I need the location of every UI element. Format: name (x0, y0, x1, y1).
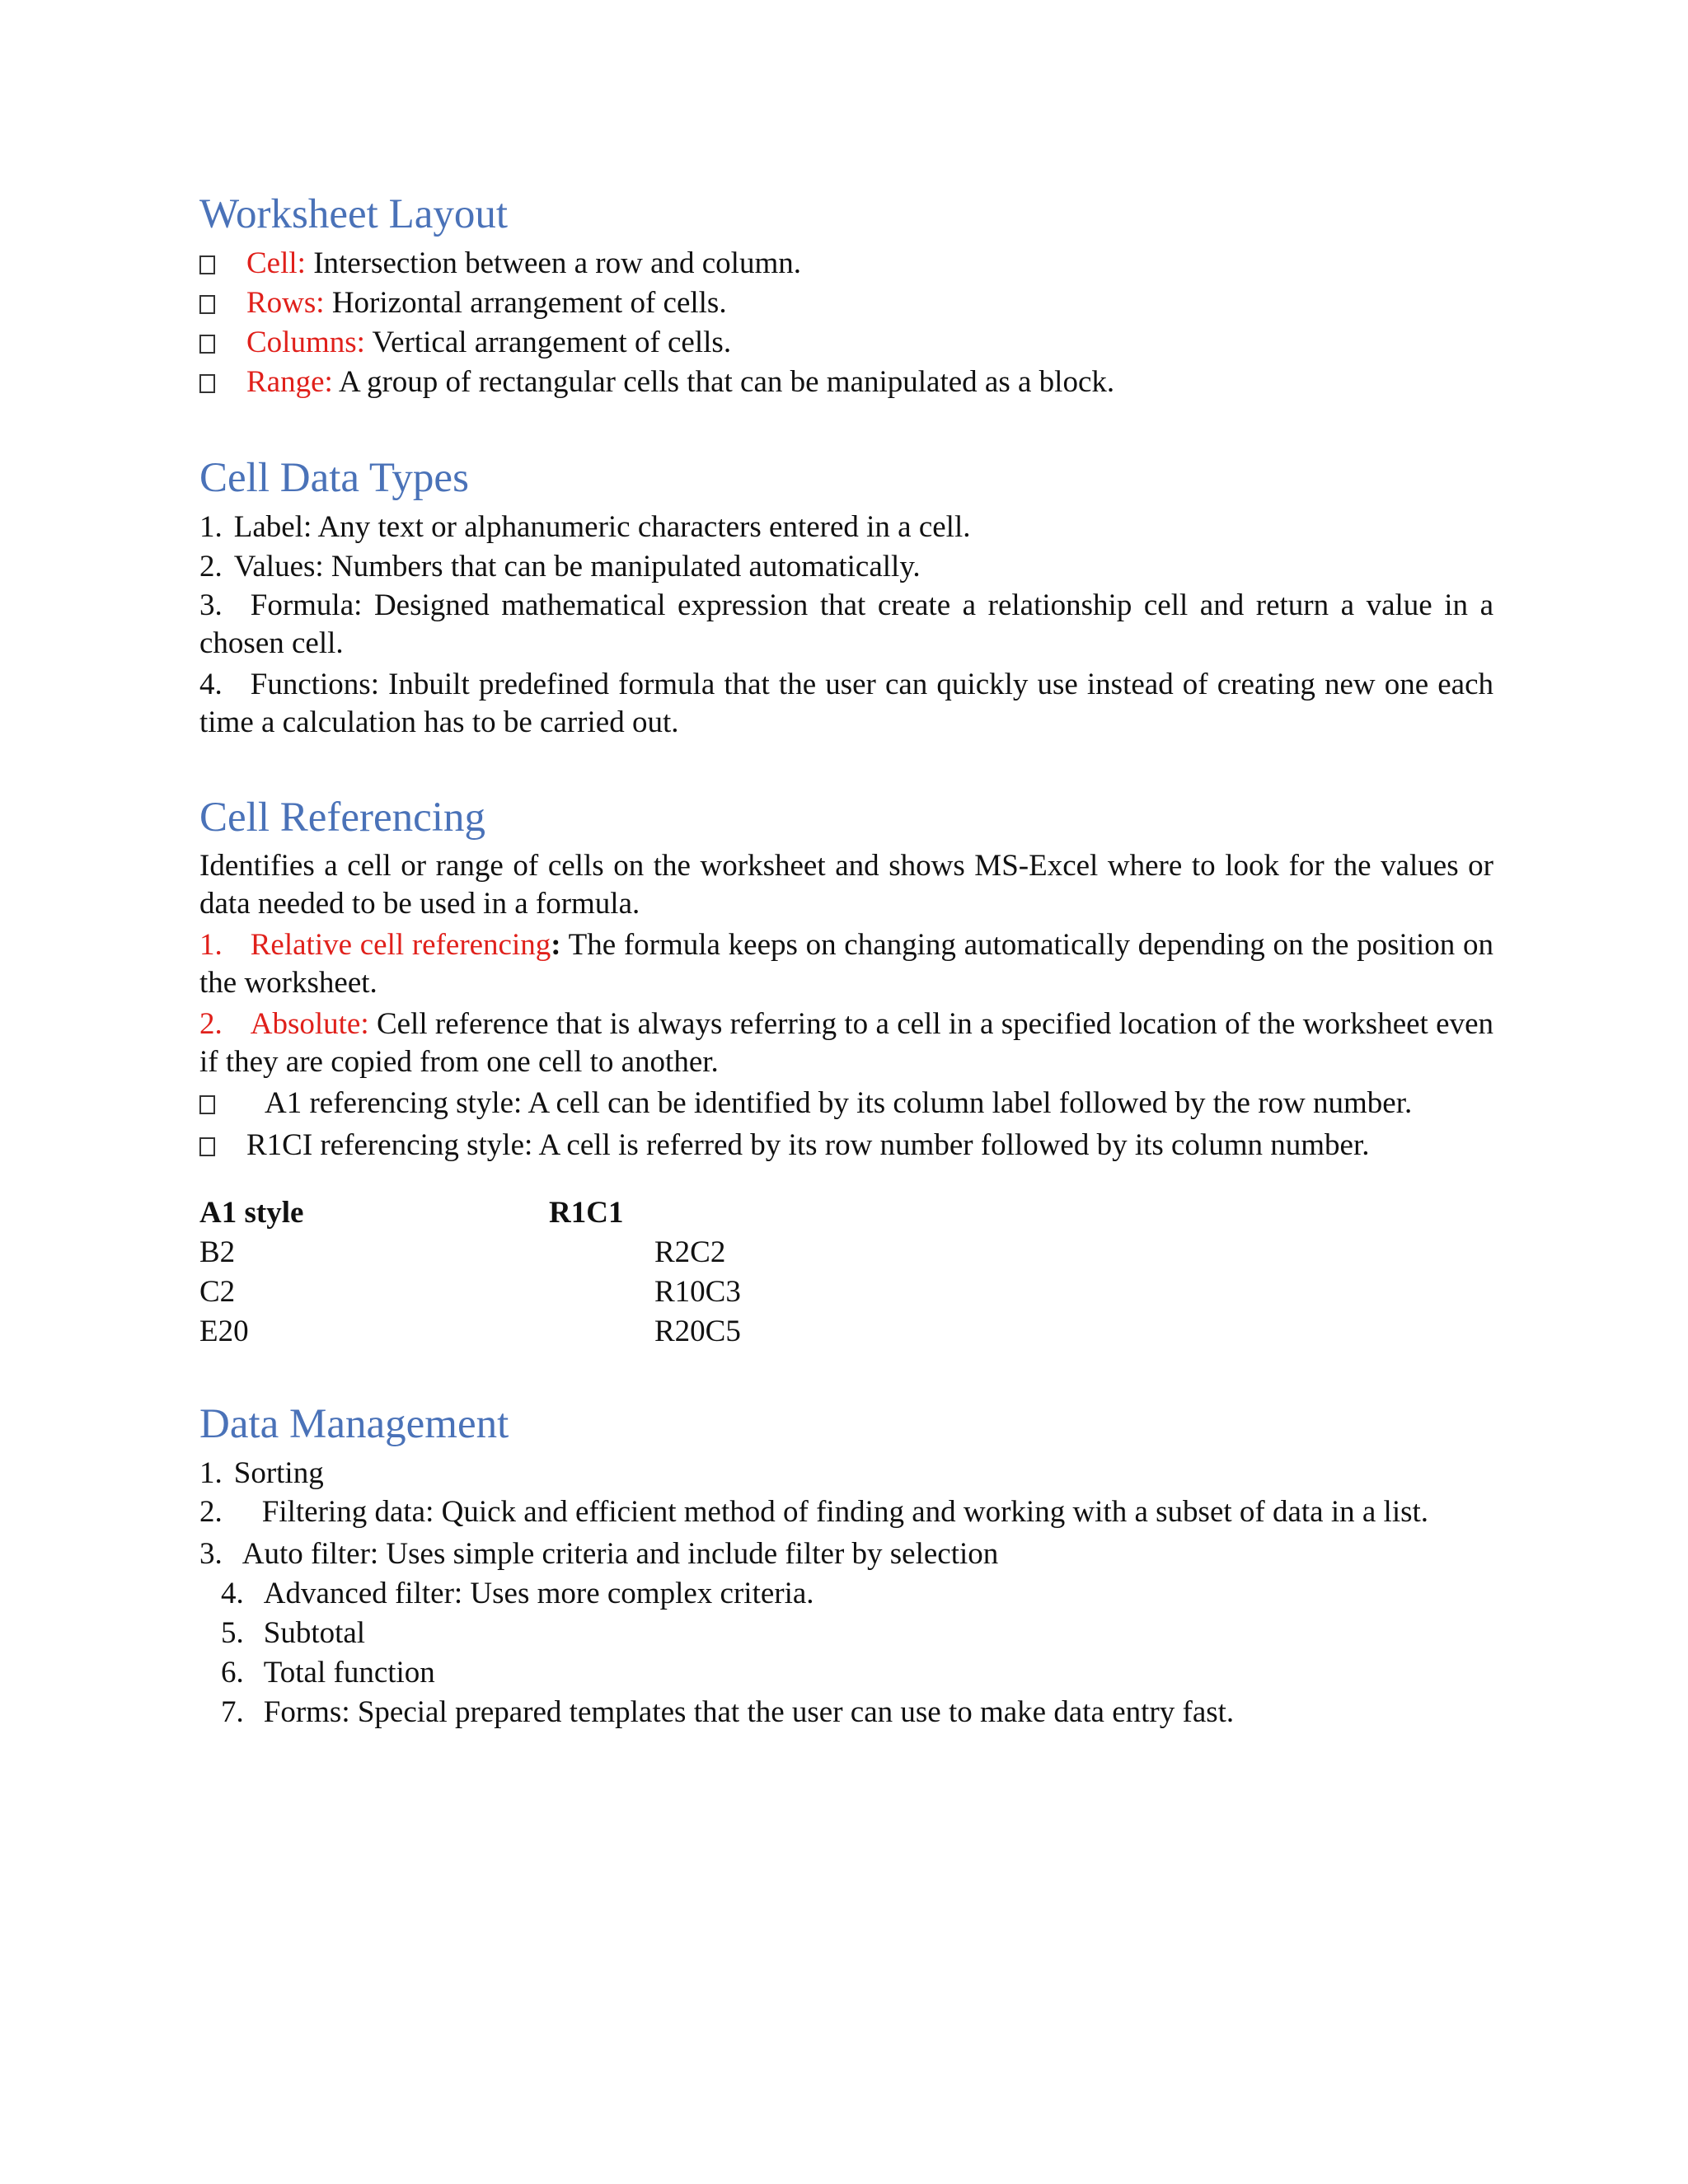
reference-style-table (199, 1193, 1493, 1352)
list-item-advanced-filter (199, 1574, 1493, 1614)
checkbox-glyph-icon (199, 255, 215, 274)
list-number: 3. (199, 1537, 223, 1571)
checkbox-glyph-icon (199, 335, 215, 354)
table-header-r1c1: R1C1 (549, 1196, 624, 1230)
list-number: 4. (221, 1577, 244, 1610)
term-relative: Relative cell referencing (250, 928, 551, 962)
definition-absolute: Cell reference that is always referring to a cell in a specified location of the worksheet even if they are copied from one cell to another. (199, 1007, 1493, 1079)
list-number: 4. (199, 668, 223, 701)
list-number: 3. (199, 588, 223, 622)
table-cell: R2C2 (654, 1235, 726, 1269)
list-text: Forms: Special prepared templates that the user can use to make data entry fast. (263, 1695, 1235, 1729)
list-number: 1. (199, 510, 223, 544)
list-item-formula (199, 587, 1493, 663)
list-number: 1. (199, 1456, 223, 1490)
list-item-r1c1-style (199, 1126, 1493, 1165)
definition-rows: Horizontal arrangement of cells. (324, 286, 727, 320)
list-text: Auto filter: Uses simple criteria and include filter by selection (241, 1537, 999, 1571)
a1-style-text: A1 referencing style: A cell can be identified by its column label followed by the row number. (265, 1086, 1413, 1120)
heading-worksheet-layout: Worksheet Layout (199, 191, 509, 237)
heading-data-management: Data Management (199, 1401, 509, 1447)
definition-columns: Vertical arrangement of cells. (364, 326, 732, 359)
definition-relative: The formula keeps on changing automatically depending on the position on the worksheet. (199, 928, 1494, 1000)
table-cell: R20C5 (654, 1315, 741, 1348)
list-text: Functions: Inbuilt predefined formula that the user can quickly use instead of creating new one each time a calculation has to be carried out. (199, 668, 1493, 739)
list-item-label (199, 508, 1493, 547)
checkbox-glyph-icon (199, 1095, 215, 1114)
list-number: 2. (199, 1007, 223, 1041)
list-number: 5. (221, 1616, 244, 1650)
list-number: 2. (199, 1495, 223, 1529)
checkbox-glyph-icon (199, 1137, 215, 1156)
list-number: 1. (199, 928, 223, 962)
table-cell: B2 (199, 1235, 236, 1269)
cell-referencing-intro: Identifies a cell or range of cells on the worksheet and shows MS-Excel where to look for the values or data needed to be used in a formula. (199, 849, 1493, 921)
list-text: Label: Any text or alphanumeric characters entered in a cell. (233, 510, 971, 544)
list-number: 7. (221, 1695, 244, 1729)
list-item-total-function (199, 1653, 1493, 1693)
list-item-cell (199, 244, 1493, 284)
table-cell: R10C3 (654, 1275, 741, 1309)
list-item-range (199, 363, 1493, 402)
term-colon: : (551, 928, 561, 962)
table-cell: C2 (199, 1275, 236, 1309)
heading-cell-data-types: Cell Data Types (199, 455, 469, 501)
list-item-columns (199, 323, 1493, 363)
r1c1-style-text: R1CI referencing style: A cell is referred by its row number followed by its column number. (246, 1128, 1370, 1162)
list-item-filtering (199, 1493, 1493, 1531)
definition-cell: Intersection between a row and column. (305, 246, 801, 280)
list-number: 2. (199, 550, 223, 583)
checkbox-glyph-icon (199, 295, 215, 314)
table-header-a1: A1 style (199, 1196, 304, 1230)
checkbox-glyph-icon (199, 374, 215, 393)
list-item-rows (199, 284, 1493, 323)
list-item-auto-filter (199, 1535, 1493, 1574)
list-item-functions (199, 666, 1493, 742)
list-item-a1-style (199, 1085, 1493, 1122)
term-absolute: Absolute: (250, 1007, 369, 1041)
list-item-sorting (199, 1454, 1493, 1493)
list-item-absolute (199, 1005, 1493, 1081)
list-text: Sorting (233, 1456, 324, 1490)
term-range: Range: (246, 365, 333, 399)
list-item-subtotal (199, 1614, 1493, 1653)
table-cell: E20 (199, 1315, 249, 1348)
definition-range: A group of rectangular cells that can be manipulated as a block. (332, 365, 1115, 399)
list-item-forms (199, 1693, 1493, 1732)
list-text: Advanced filter: Uses more complex criteria. (263, 1577, 814, 1610)
list-item-values (199, 547, 1493, 587)
term-rows: Rows: (246, 286, 325, 320)
term-cell: Cell: (246, 246, 306, 280)
list-text: Formula: Designed mathematical expression that create a relationship cell and return a value in a chosen cell. (199, 588, 1493, 660)
term-columns: Columns: (246, 326, 365, 359)
list-text: Values: Numbers that can be manipulated automatically. (233, 550, 921, 583)
document-page (199, 190, 1493, 1732)
list-text: Subtotal (263, 1616, 366, 1650)
list-text: Total function (263, 1656, 435, 1690)
heading-cell-referencing: Cell Referencing (199, 794, 485, 841)
list-item-relative (199, 926, 1493, 1002)
list-text: Filtering data: Quick and efficient method of finding and working with a subset of data in a list. (261, 1495, 1429, 1529)
list-number: 6. (221, 1656, 244, 1690)
